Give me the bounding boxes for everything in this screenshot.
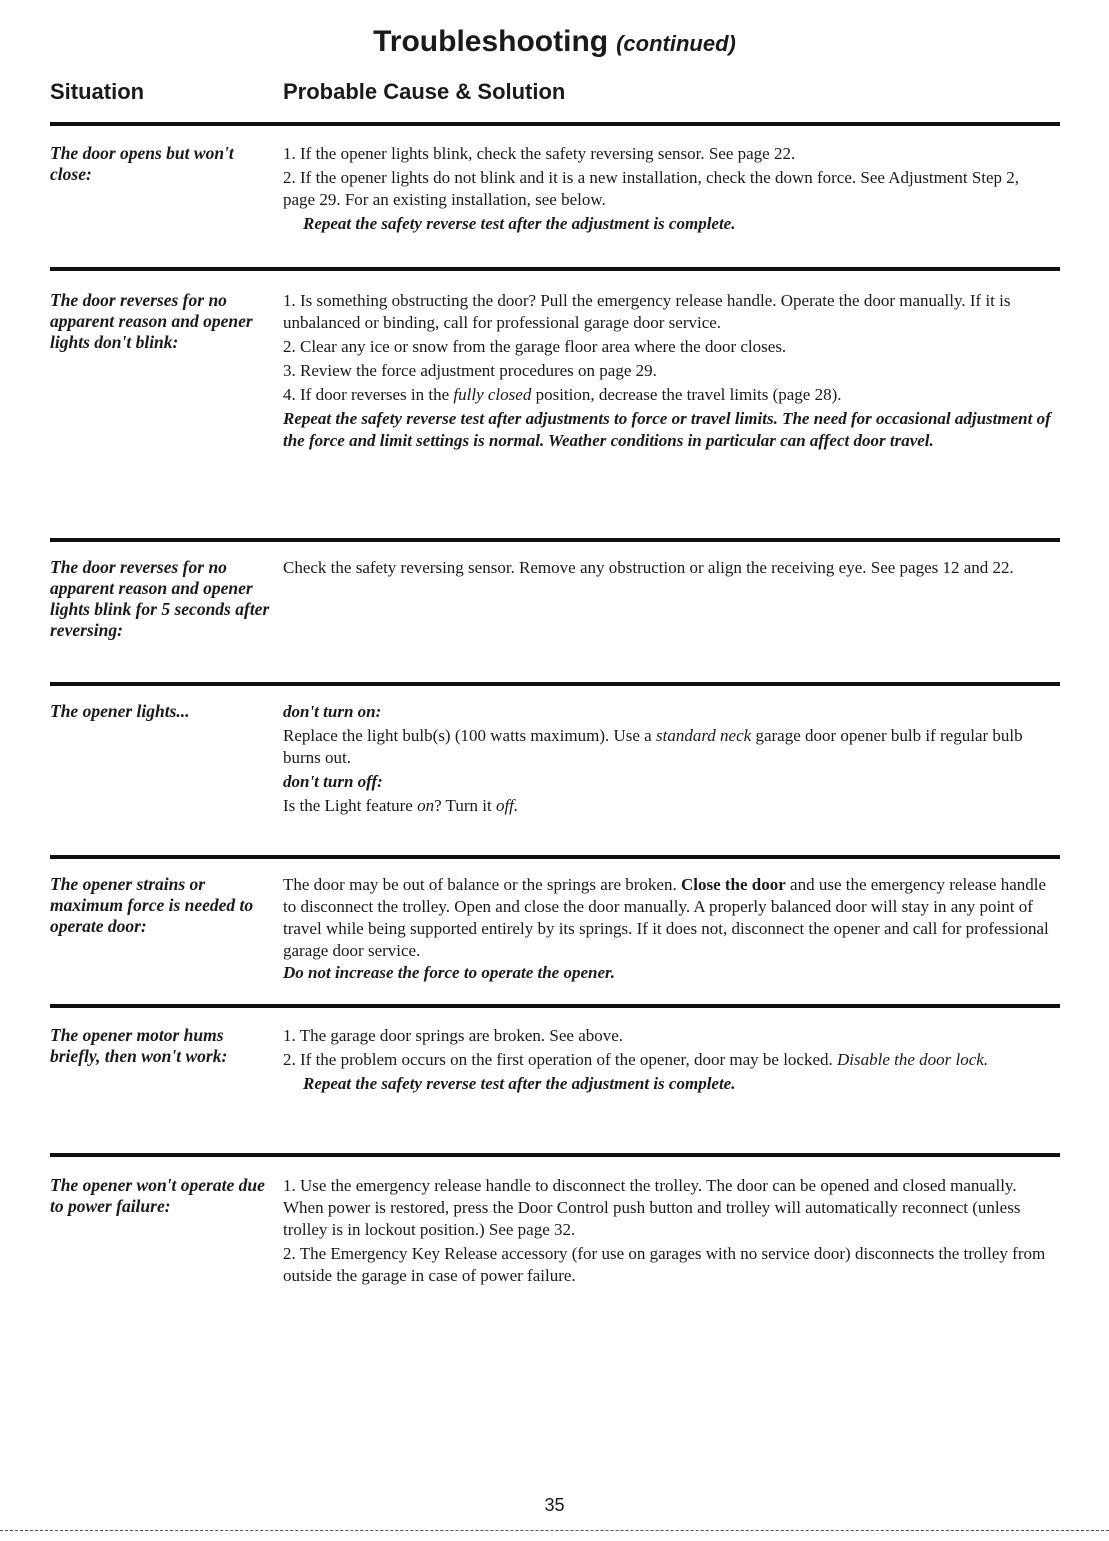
- situation-label: The door reverses for no apparent reason and opener lights blink for 5 seconds after reversing:: [50, 557, 270, 640]
- row-divider: [50, 267, 1060, 271]
- row-divider: [50, 538, 1060, 542]
- solution-text: [283, 874, 1053, 962]
- list-item: [283, 1049, 1053, 1071]
- item-text-italic: off.: [495, 796, 519, 815]
- page-number: 35: [544, 1495, 565, 1515]
- situation-label: The opener motor hums briefly, then won't work:: [50, 1025, 228, 1066]
- item-text: Replace the light bulb(s) (100 watts maximum). Use a: [283, 726, 652, 745]
- solution-block: [283, 1175, 1053, 1287]
- list-item: 2. The Emergency Key Release accessory (for use on garages with no service door) disconnects the trolley from outside the garage in case of power failure.: [283, 1244, 1046, 1285]
- solution-block: [283, 143, 1053, 235]
- solution-note: Repeat the safety reverse test after the adjustment is complete.: [303, 214, 736, 233]
- row-divider: [50, 1153, 1060, 1157]
- list-item: 1. The garage door springs are broken. See above.: [283, 1026, 624, 1045]
- list-item: 3. Review the force adjustment procedures on page 29.: [283, 361, 657, 380]
- title-text: Troubleshooting: [373, 25, 609, 58]
- solution-block: [283, 557, 1053, 579]
- solution-text: [283, 725, 1053, 769]
- row-divider: [50, 855, 1060, 859]
- solution-block: [283, 701, 1053, 817]
- solution-block: [283, 1025, 1053, 1095]
- solution-note: Do not increase the force to operate the opener.: [283, 963, 615, 982]
- row-divider: [50, 1004, 1060, 1008]
- list-item: 1. Use the emergency release handle to disconnect the trolley. The door can be opened and closed manually. When power is restored, press the Door Control push button and trolley will automatically reconnect (unless trolley is in lockout position.) See page 32.: [283, 1176, 1021, 1239]
- row-divider: [50, 122, 1060, 126]
- situation-label: The door reverses for no apparent reason and opener lights don't blink:: [50, 290, 253, 352]
- item-text: 2. If the problem occurs on the first operation of the opener, door may be locked.: [283, 1050, 833, 1069]
- row-divider: [50, 682, 1060, 686]
- situation-label: The opener won't operate due to power failure:: [50, 1175, 265, 1216]
- item-text-italic: standard neck: [655, 726, 752, 745]
- item-text-italic: Disable the door lock.: [837, 1050, 989, 1069]
- situation-label: The opener lights...: [50, 701, 190, 721]
- solution-note: Repeat the safety reverse test after the adjustment is complete.: [303, 1074, 736, 1093]
- item-text: position, decrease the travel limits (page 28).: [535, 385, 842, 404]
- solution-block: [283, 874, 1053, 984]
- solution-note: Repeat the safety reverse test after adjustments to force or travel limits. The need for occasional adjustment of the force and limit settings is normal. Weather conditions in particular can affect door travel.: [283, 409, 1051, 450]
- situation-label: The opener strains or maximum force is needed to operate door:: [50, 874, 254, 936]
- situation-label: The door opens but won't close:: [50, 143, 234, 184]
- item-text: Is the Light feature: [283, 796, 413, 815]
- item-text: and use the emergency release handle to disconnect the trolley. Open and close the door manually. A properly balanced door will stay in any point of travel while being supported entirely by its springs. If it does not, disconnect the opener and call for professional garage door service.: [283, 875, 1049, 960]
- item-text: 4. If door reverses in the: [283, 385, 450, 404]
- solution-text: Check the safety reversing sensor. Remove any obstruction or align the receiving eye. See pages 12 and 22.: [283, 558, 1014, 577]
- item-text-italic: fully closed: [453, 385, 532, 404]
- item-text-bold: Close the door: [680, 875, 786, 894]
- list-item: 2. Clear any ice or snow from the garage floor area where the door closes.: [283, 337, 787, 356]
- item-text: garage door opener bulb if regular bulb burns out.: [283, 726, 1023, 767]
- list-item: [283, 384, 1053, 406]
- list-item: 1. Is something obstructing the door? Pull the emergency release handle. Operate the door manually. If it is unbalanced or binding, call for professional garage door service.: [283, 291, 1011, 332]
- column-header-situation: Situation: [50, 79, 145, 104]
- solution-text: [283, 795, 1053, 817]
- list-item: 1. If the opener lights blink, check the safety reversing sensor. See page 22.: [283, 144, 796, 163]
- sub-heading: don't turn on:: [283, 702, 382, 721]
- solution-block: [283, 290, 1053, 452]
- item-text: The door may be out of balance or the springs are broken.: [283, 875, 677, 894]
- item-text-italic: on: [417, 796, 435, 815]
- column-header-solution: Probable Cause & Solution: [283, 79, 566, 104]
- page-title: [0, 22, 1109, 64]
- footer-divider: [0, 1530, 1109, 1531]
- title-continued: (continued): [616, 31, 736, 56]
- list-item: 2. If the opener lights do not blink and it is a new installation, check the down force. See Adjustment Step 2, page 29. For an existing installation, see below.: [283, 168, 1020, 209]
- item-text: ? Turn it: [434, 796, 492, 815]
- sub-heading: don't turn off:: [283, 772, 383, 791]
